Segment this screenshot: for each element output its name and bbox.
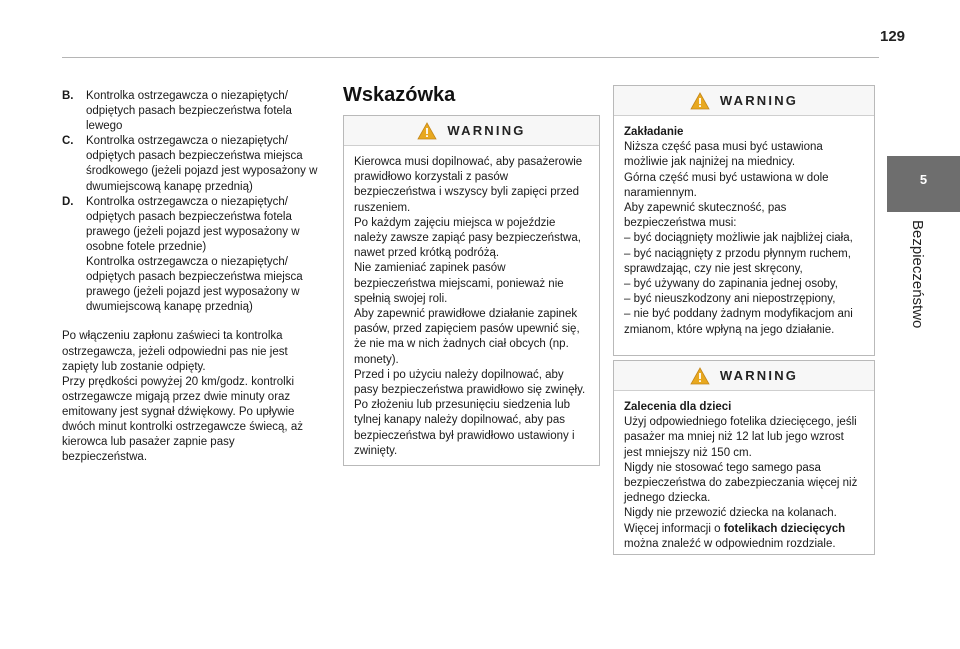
body-paragraph: Po włączeniu zapłonu zaświeci ta kontrolka ostrzegawcza, jeżeli odpowiedni pas nie jest zapięty lub zostanie odpięty. Przy prędkości powyżej 20 km/godz. kontrolki ostrzegawcze migają przez dwie minuty oraz emitowany jest sygnał dźwiękowy. Po upływie dwóch minut kontrolki ostrzegawcze świecą, aż kierowca lub pasażer zapnie pasy bezpieczeństwa. <box>62 330 303 464</box>
warning-text: Użyj odpowiedniego fotelika dziecięcego, jeśli pasażer ma mniej niż 12 lat lub jego wzrost jest mniejszy niż 150 cm. Nigdy nie stosować tego samego pasa bezpieczeństwa do zabezpieczania więcej niż jednego dziecka. Nigdy nie przewozić dziecka na kolanach. <box>624 416 858 520</box>
section-heading: Wskazówka <box>343 84 456 106</box>
list-item-d-continuation: Kontrolka ostrzegawcza o niezapiętych/ odpiętych pasach bezpieczeństwa miejsca prawego (jeżeli pojazd jest wyposażony w dwumiejscową kanapę przednią) <box>86 256 303 314</box>
warning-header <box>344 116 599 146</box>
left-column <box>62 89 320 465</box>
warning-box-general <box>343 115 600 466</box>
warning-title: WARNING <box>719 368 799 383</box>
warning-triangle-icon <box>690 92 710 110</box>
warning-box-fitting <box>613 85 875 356</box>
warning-last-prefix: Więcej informacji o <box>624 522 724 535</box>
item-letter: D. <box>62 195 74 208</box>
warning-text: Niższa część pasa musi być ustawiona możliwie jak najniżej na miednicy. Górna część musi być ustawiona w dole naramiennym. Aby zapewnić skuteczność, pas bezpieczeństwa musi: – być dociągnięty możliwie jak najbliżej ciała, – być naciągnięty z przodu płynnym ruchem, sprawdzając, czy nie jest skręcony, – być używany do zapinania jednej osoby, – być nieuszkodzony ani niepostrzępiony, – nie być poddany żadnym modyfikacjom ani zmianom, które wpłyną na jego działanie. <box>624 141 853 336</box>
page-number: 129 <box>880 28 906 45</box>
warning-header <box>614 86 874 116</box>
warning-title: WARNING <box>719 93 799 108</box>
list-item-c <box>62 134 320 194</box>
warning-last-bold: fotelikach dziecięcych <box>723 522 846 535</box>
warning-triangle-icon <box>417 122 437 140</box>
warning-body <box>614 116 874 338</box>
warning-last-suffix: można znaleźć w odpowiednim rozdziale. <box>624 537 836 550</box>
item-text: Kontrolka ostrzegawcza o niezapiętych/ odpiętych pasach bezpieczeństwa miejsca środkowego (jeżeli pojazd jest wyposażony w dwumiejscową kanapę przednią) <box>86 135 318 193</box>
item-text: Kontrolka ostrzegawcza o niezapiętych/ odpiętych pasach bezpieczeństwa fotela prawego (jeżeli pojazd jest wyposażony w osobne fotele przednie) <box>86 195 300 253</box>
warning-body <box>614 391 874 552</box>
header-rule <box>62 57 879 58</box>
warning-subtitle: Zalecenia dla dzieci <box>624 401 732 413</box>
warning-text: Kierowca musi dopilnować, aby pasażerowie prawidłowo korzystali z pasów bezpieczeństwa i wszyscy byli zapięci przed ruszeniem. Po każdym zajęciu miejsca w pojeździe należy zawsze zapiąć pasy bezpieczeństwa, nawet przed krótką podróżą. Nie zamieniać zapinek pasów bezpieczeństwa miejscami, ponieważ nie spełnią swojej roli. Aby zapewnić prawidłowe działanie zapinek pasów, przed zapięciem pasów upewnić się, że nie ma w nich żadnych ciał obcych (np. monety). Przed i po użyciu należy dopilnować, aby pasy bezpieczeństwa prawidłowo się zwinęły. Po złożeniu lub przesunięciu siedzenia lub tylnej kanapy należy dopilnować, aby pas bezpieczeństwa był prawidłowo ustawiony i zwinięty. <box>354 156 586 457</box>
warning-header <box>614 361 874 391</box>
list-item-d <box>62 195 320 255</box>
item-letter: B. <box>62 90 74 102</box>
chapter-title: Bezpieczeństwo <box>909 220 926 329</box>
warning-box-children <box>613 360 875 555</box>
warning-title: WARNING <box>447 123 526 138</box>
warning-triangle-icon <box>690 367 710 385</box>
item-text: Kontrolka ostrzegawcza o niezapiętych/ odpiętych pasach bezpieczeństwa fotela lewego <box>86 90 292 133</box>
item-letter: C. <box>62 135 74 148</box>
chapter-number: 5 <box>919 172 928 187</box>
warning-subtitle: Zakładanie <box>624 126 684 138</box>
list-item-b <box>62 89 320 134</box>
